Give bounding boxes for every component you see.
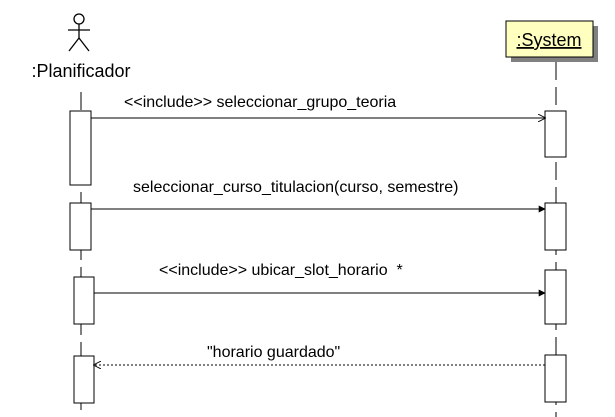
actor-activation <box>70 111 91 185</box>
message-label: "horario guardado" <box>207 344 341 361</box>
message-label: <<include>> seleccionar_grupo_teoria <box>124 94 397 111</box>
system-label: :System <box>516 30 582 50</box>
system-activation <box>545 203 566 250</box>
actor-activation <box>70 203 91 250</box>
actor-activation <box>74 277 94 324</box>
message-label: <<include>> ubicar_slot_horario * <box>159 262 403 279</box>
system-activation <box>545 270 566 324</box>
system-activation <box>545 111 566 157</box>
system-activation <box>545 355 566 402</box>
actor-icon <box>68 14 90 51</box>
actor-activation <box>74 356 94 403</box>
actor-label: :Planificador <box>31 61 131 81</box>
message-label: seleccionar_curso_titulacion(curso, semestre) <box>133 179 459 196</box>
